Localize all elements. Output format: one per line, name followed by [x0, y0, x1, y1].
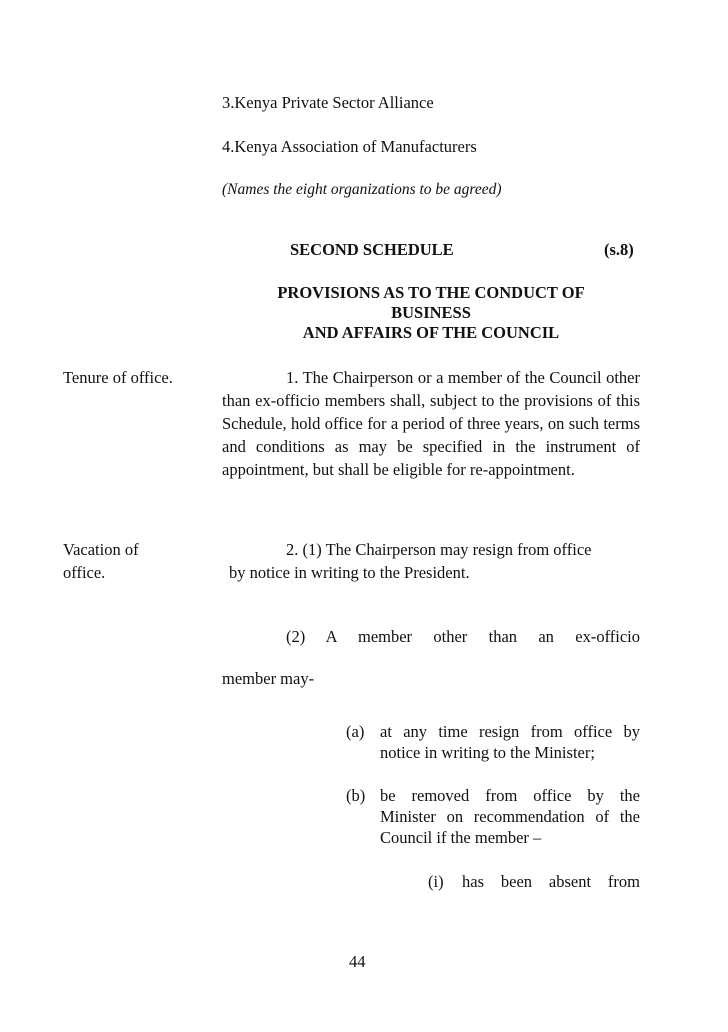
item-text: at any time resign from office by notice in writing to the Minister; — [380, 722, 640, 762]
paragraph-tenure — [222, 366, 640, 481]
paragraph-text: 2. (1) The Chairperson may resign from office — [286, 540, 592, 559]
item-text: has been absent from — [462, 872, 640, 891]
subsection-text: (2) A member other than an ex-officio — [286, 627, 640, 646]
schedule-title: SECOND SCHEDULE — [290, 240, 454, 259]
list-item — [346, 721, 640, 763]
paragraph-vacation — [222, 538, 640, 561]
sub-list-item — [428, 871, 640, 892]
margin-note-vacation — [63, 538, 213, 584]
item-text: be removed from office by the Minister on recommendation of the Council if the member – — [380, 786, 640, 847]
heading-line: AND AFFAIRS OF THE COUNCIL — [302, 323, 560, 342]
margin-note-tenure: Tenure of office. — [63, 368, 173, 387]
list-item — [346, 785, 640, 848]
heading-line: BUSINESS — [391, 303, 471, 322]
schedule-reference: (s.8) — [604, 240, 634, 259]
item-label: (b) — [346, 786, 366, 805]
organization-item: 4.Kenya Association of Manufacturers — [222, 137, 477, 156]
paragraph-text: 1. The Chairperson or a member of the Council other than ex-officio members shall, subject to the provisions of this Schedule, hold office for a period of three years, on such terms and conditions as may be specified in the instrument of appointment, but shall be eligible for re-appointment. — [222, 368, 640, 479]
margin-note-line: Vacation of — [63, 540, 139, 559]
schedule-heading — [222, 283, 640, 343]
page-number: 44 — [349, 952, 366, 971]
subsection-2 — [222, 625, 640, 648]
organization-item: 3.Kenya Private Sector Alliance — [222, 93, 434, 112]
paragraph-vacation-cont: by notice in writing to the President. — [229, 563, 470, 582]
margin-note-line: office. — [63, 563, 106, 582]
subsection-2-cont: member may- — [222, 669, 315, 688]
item-label: (i) — [428, 872, 444, 891]
editorial-note: (Names the eight organizations to be agreed) — [222, 181, 502, 198]
heading-line: PROVISIONS AS TO THE CONDUCT OF — [277, 283, 585, 302]
item-label: (a) — [346, 722, 365, 741]
